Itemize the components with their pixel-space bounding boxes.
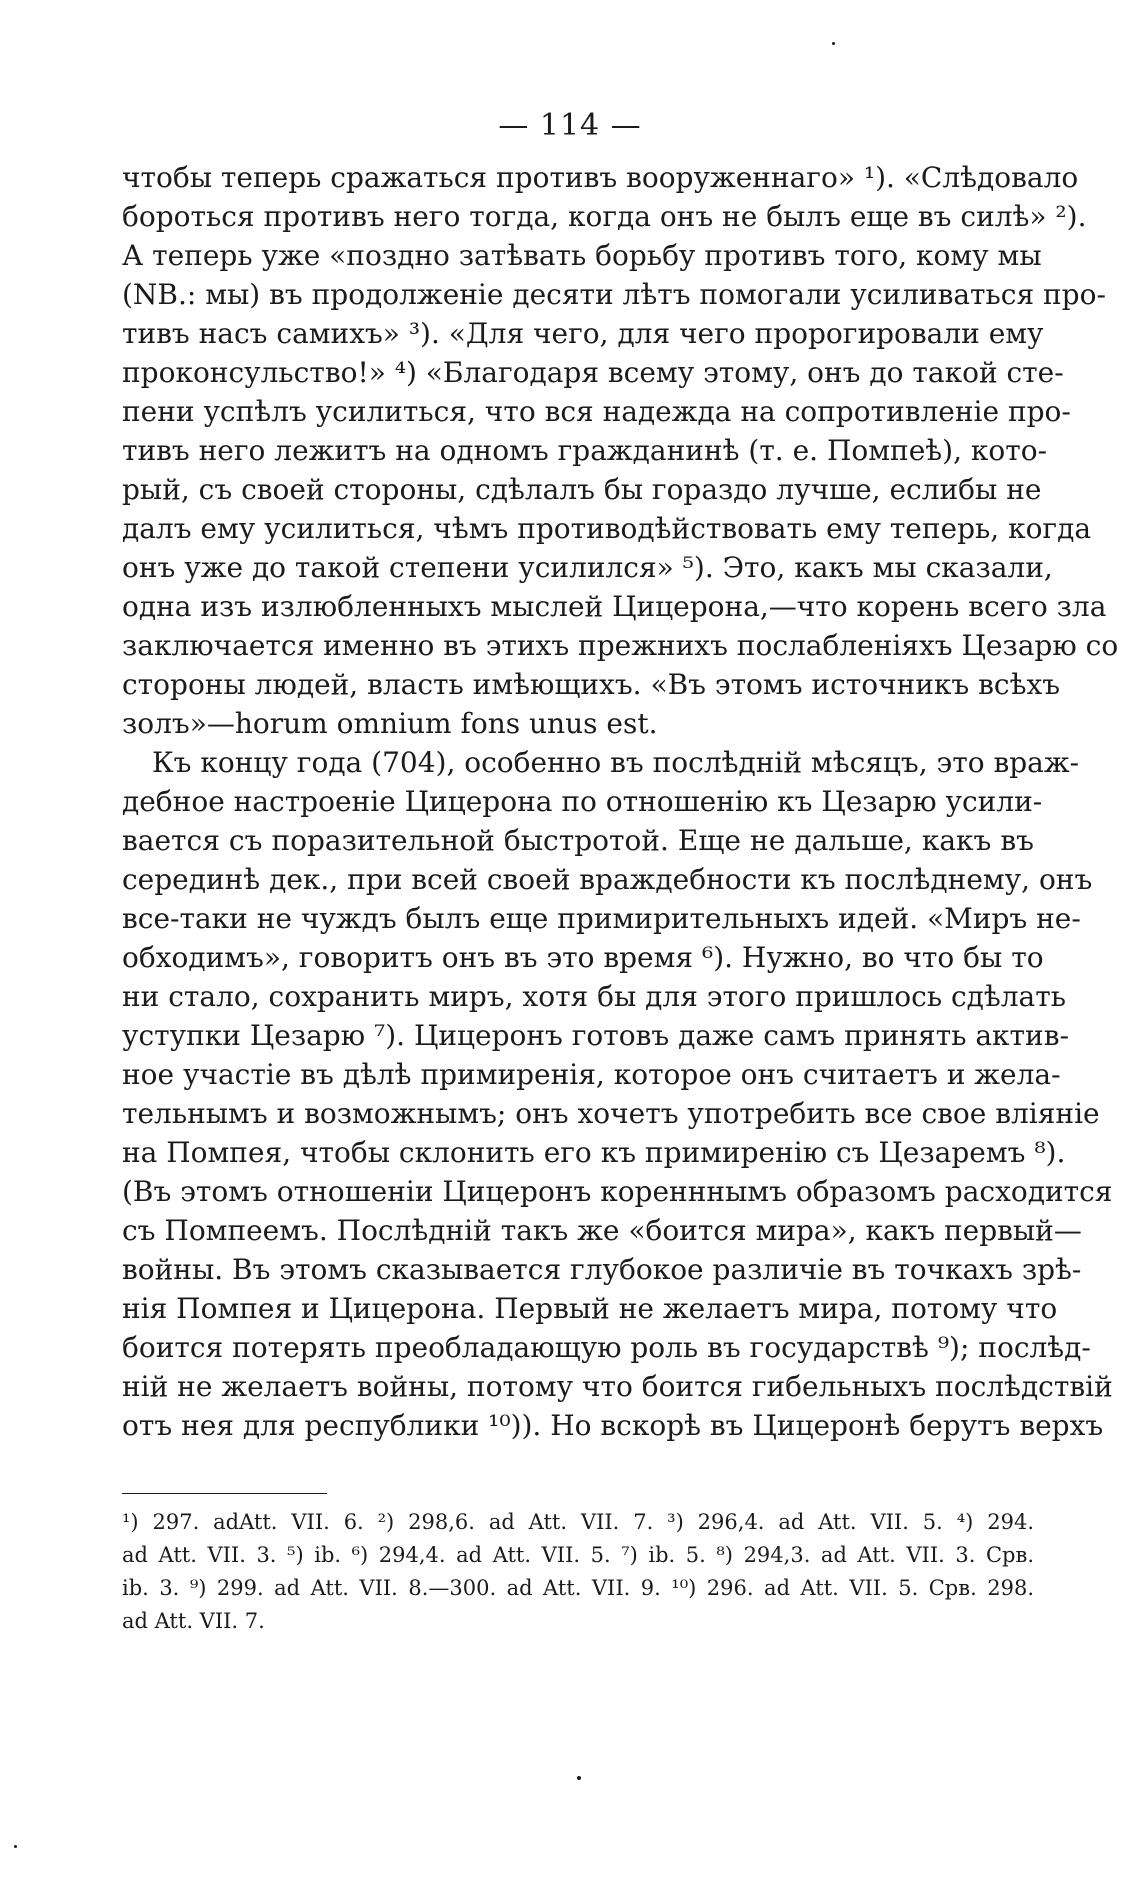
scan-speck: [14, 1845, 17, 1848]
text-line: ни стало, сохранить миръ, хотя бы для этого пришлось сдѣлать: [122, 980, 1066, 1013]
text-line: дебное настроеніе Цицерона по отношенію къ Цезарю усили-: [122, 785, 1043, 818]
text-line: онъ уже до такой степени усилился» ⁵). Это, какъ мы сказали,: [122, 551, 1053, 584]
scan-speck: [577, 1776, 581, 1780]
text-line: далъ ему усилиться, чѣмъ противодѣйствовать ему теперь, когда: [122, 512, 1092, 545]
text-line: отъ нея для республики ¹⁰)). Но вскорѣ въ Цицеронѣ берутъ верхъ: [122, 1409, 1104, 1442]
text-line: боится потерять преобладающую роль въ государствѣ ⁹); послѣд-: [122, 1331, 1091, 1364]
text-line: (NB.: мы) въ продолженіе десяти лѣтъ помогали усиливаться про-: [122, 278, 1106, 311]
text-line: серединѣ дек., при всей своей враждебности къ послѣднему, онъ: [122, 863, 1093, 896]
text-line: обходимъ», говоритъ онъ въ это время ⁶). Нужно, во что бы то: [122, 941, 1044, 974]
text-line: тивъ насъ самихъ» ³). «Для чего, для чего пророгировали ему: [122, 317, 1044, 350]
footnote-line: ib. 3. ⁹) 299. ad Att. VII. 8.—300. ad Att. VII. 9. ¹⁰) 296. ad Att. VII. 5. Срв. 298.: [122, 1576, 1034, 1600]
text-line: съ Помпеемъ. Послѣдній такъ же «боится мира», какъ первый—: [122, 1214, 1082, 1247]
footnotes: [122, 1506, 1034, 1638]
text-line: Къ концу года (704), особенно въ послѣдній мѣсяцъ, это враж-: [152, 746, 1080, 779]
text-line: уступки Цезарю ⁷). Цицеронъ готовъ даже самъ принять актив-: [122, 1019, 1069, 1052]
text-line: нія Помпея и Цицерона. Первый не желаетъ мира, потому что: [122, 1292, 1058, 1325]
text-line: тельнымъ и возможнымъ; онъ хочетъ употребить все свое вліяніе: [122, 1097, 1100, 1130]
text-line: бороться противъ него тогда, когда онъ не былъ еще въ силѣ» ²).: [122, 200, 1087, 233]
text-line: ное участіе въ дѣлѣ примиренія, которое онъ считаетъ и жела-: [122, 1058, 1061, 1091]
footnote-line: ad Att. VII. 7.: [122, 1609, 265, 1633]
text-line: проконсульство!» ⁴) «Благодаря всему этому, онъ до такой сте-: [122, 356, 1064, 389]
text-line: все-таки не чуждъ былъ еще примирительныхъ идей. «Миръ не-: [122, 902, 1081, 935]
text-line: тивъ него лежитъ на одномъ гражданинѣ (т. е. Помпеѣ), кото-: [122, 434, 1048, 467]
body-text: [122, 158, 1119, 1445]
text-line: вается съ поразительной быстротой. Еще не дальше, какъ въ: [122, 824, 1034, 857]
text-line: на Помпея, чтобы склонить его къ примиренію съ Цезаремъ ⁸).: [122, 1136, 1066, 1169]
text-line: заключается именно въ этихъ прежнихъ послабленіяхъ Цезарю со: [122, 629, 1119, 662]
text-line: А теперь уже «поздно затѣвать борьбу противъ того, кому мы: [122, 239, 1042, 272]
text-line: чтобы теперь сражаться противъ вооруженнаго» ¹). «Слѣдовало: [122, 161, 1079, 194]
text-line: войны. Въ этомъ сказывается глубокое различіе въ точкахъ зрѣ-: [122, 1253, 1082, 1286]
text-line: рый, съ своей стороны, сдѣлалъ бы гораздо лучше, еслибы не: [122, 473, 1042, 506]
footnote-line: ad Att. VII. 3. ⁵) ib. ⁶) 294,4. ad Att. VII. 5. ⁷) ib. 5. ⁸) 294,3. ad Att. VII. 3. Срв.: [122, 1543, 1034, 1567]
text-line: ній не желаетъ войны, потому что боится гибельныхъ послѣдствій: [122, 1370, 1113, 1403]
scan-speck: [832, 42, 835, 45]
text-line: одна изъ излюбленныхъ мыслей Цицерона,—что корень всего зла: [122, 590, 1107, 623]
text-line: (Въ этомъ отношеніи Цицеронъ коренннымъ образомъ расходится: [122, 1175, 1113, 1208]
text-line: стороны людей, власть имѣющихъ. «Въ этомъ источникъ всѣхъ: [122, 668, 1061, 701]
footnote-divider: [122, 1493, 327, 1494]
text-line: пени успѣлъ усилиться, что вся надежда на сопротивленіе про-: [122, 395, 1071, 428]
page-number: — 114 —: [498, 108, 642, 143]
footnote-line: ¹) 297. adAtt. VII. 6. ²) 298,6. ad Att. VII. 7. ³) 296,4. ad Att. VII. 5. ⁴) 294.: [122, 1510, 1034, 1534]
text-line: золъ»—horum omnium fons unus est.: [122, 707, 658, 740]
